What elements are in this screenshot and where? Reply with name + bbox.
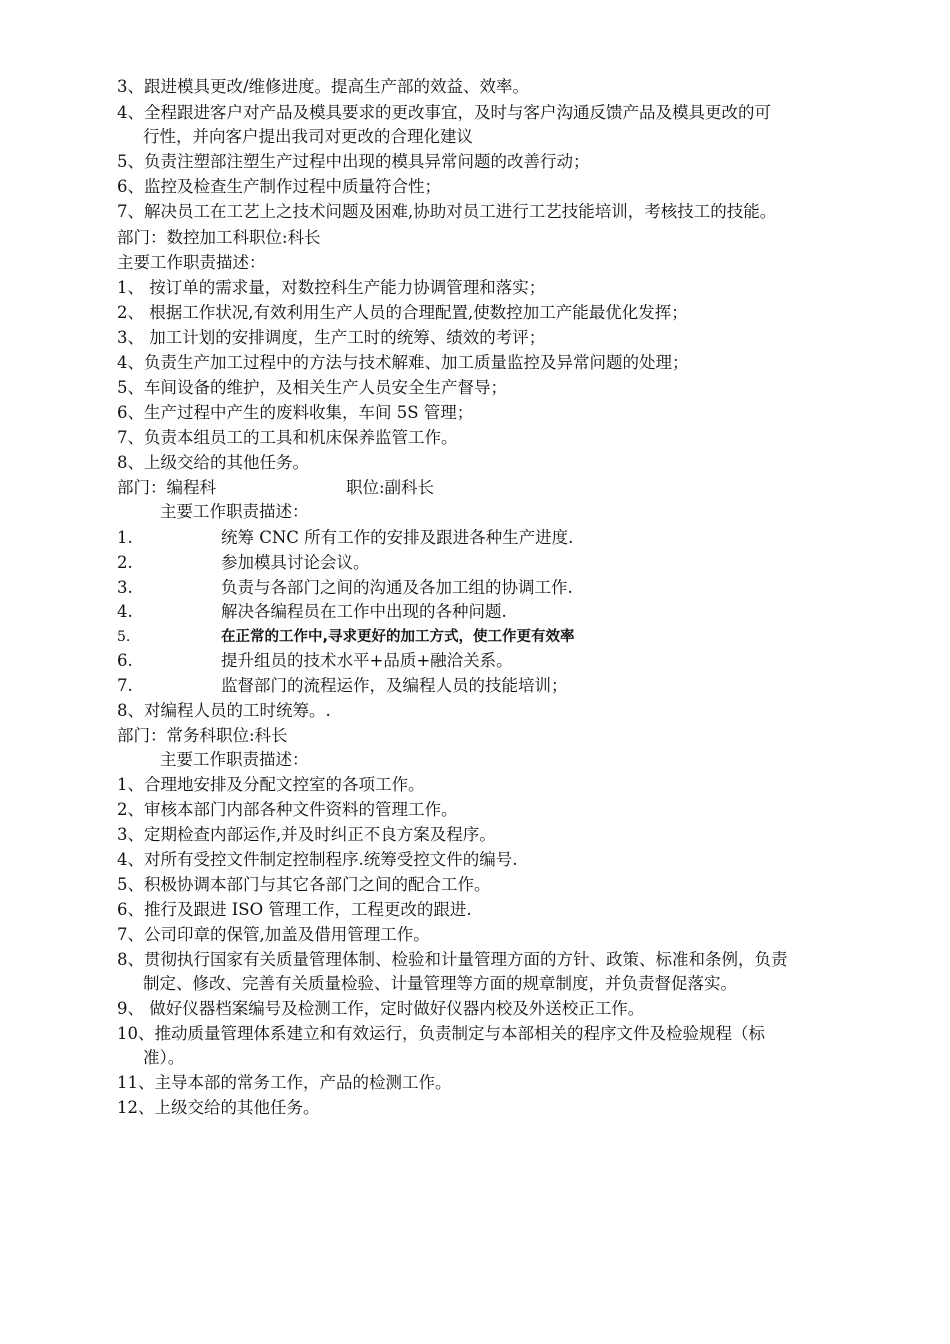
- list-item-continuation: 行性，并向客户提出我司对更改的合理化建议: [143, 127, 473, 146]
- duties-heading: 主要工作职责描述：: [160, 502, 309, 521]
- list-item: [117, 624, 575, 649]
- list-item: 5、负责注塑部注塑生产过程中出现的模具异常问题的改善行动；: [117, 152, 590, 171]
- list-item: 12、上级交给的其他任务。: [117, 1098, 320, 1117]
- department-heading: 部门：数控加工科职位:科长: [117, 228, 321, 247]
- item-text: 参加模具讨论会议。: [221, 553, 370, 572]
- item-text: 监督部门的流程运作，及编程人员的技能培训；: [221, 676, 568, 695]
- list-item: 6、生产过程中产生的废料收集，车间 5S 管理；: [117, 403, 474, 422]
- list-item: [117, 551, 370, 575]
- item-text: 统筹 CNC 所有工作的安排及跟进各种生产进度.: [221, 528, 574, 547]
- duties-heading: 主要工作职责描述：: [160, 750, 309, 769]
- list-item: 2、 根据工作状况,有效利用生产人员的合理配置,使数控加工产能最优化发挥；: [117, 303, 688, 322]
- list-item: 3、定期检查内部运作,并及时纠正不良方案及程序。: [117, 825, 496, 844]
- list-item: [117, 649, 513, 673]
- list-item: 5、积极协调本部门与其它各部门之间的配合工作。: [117, 875, 491, 894]
- list-item: 8、上级交给的其他任务。: [117, 453, 309, 472]
- list-item: 3、跟进模具更改/维修进度。提高生产部的效益、效率。: [117, 77, 530, 96]
- position-label: 职位:副科长: [346, 478, 435, 497]
- item-number: 1.: [117, 528, 133, 547]
- list-item: 3、 加工计划的安排调度，生产工时的统筹、绩效的考评；: [117, 328, 546, 347]
- list-item-continuation: 制定、修改、完善有关质量检验、计量管理等方面的规章制度，并负责督促落实。: [143, 974, 737, 993]
- item-number: 2.: [117, 553, 133, 572]
- item-text: 解决各编程员在工作中出现的各种问题.: [221, 602, 507, 621]
- list-item: 11、主导本部的常务工作，产品的检测工作。: [117, 1073, 452, 1092]
- duties-heading: 主要工作职责描述：: [117, 253, 266, 272]
- item-number: 4.: [117, 602, 133, 621]
- list-item: 4、对所有受控文件制定控制程序.统筹受控文件的编号.: [117, 850, 518, 869]
- item-number: 5.: [117, 629, 131, 645]
- list-item: 4、全程跟进客户对产品及模具要求的更改事宜，及时与客户沟通反馈产品及模具更改的可: [117, 103, 771, 122]
- list-item: 5、车间设备的维护，及相关生产人员安全生产督导；: [117, 378, 507, 397]
- item-text: 提升组员的技术水平+品质+融洽关系。: [221, 651, 513, 670]
- list-item: [117, 576, 573, 600]
- list-item-continuation: 准）。: [143, 1048, 185, 1067]
- list-item: 1、 按订单的需求量，对数控科生产能力协调管理和落实；: [117, 278, 546, 297]
- list-item: 9、 做好仪器档案编号及检测工作，定时做好仪器内校及外送校正工作。: [117, 999, 645, 1018]
- department-heading: 部门：常务科职位:科长: [117, 726, 288, 745]
- item-number: 6.: [117, 651, 133, 670]
- list-item: [117, 600, 507, 624]
- list-item: 4、负责生产加工过程中的方法与技术解难、加工质量监控及异常问题的处理；: [117, 353, 689, 372]
- list-item: 6、推行及跟进 ISO 管理工作，工程更改的跟进.: [117, 900, 472, 919]
- list-item: [117, 674, 568, 698]
- list-item: 1、合理地安排及分配文控室的各项工作。: [117, 775, 425, 794]
- item-number: 7.: [117, 676, 133, 695]
- list-item: 7、解决员工在工艺上之技术问题及困难,协助对员工进行工艺技能培训，考核技工的技能。: [117, 202, 777, 221]
- list-item: 2、审核本部门内部各种文件资料的管理工作。: [117, 800, 458, 819]
- item-text: 负责与各部门之间的沟通及各加工组的协调工作.: [221, 578, 573, 597]
- item-number: 3.: [117, 578, 133, 597]
- list-item: 7、负责本组员工的工具和机床保养监管工作。: [117, 428, 458, 447]
- list-item: 10、推动质量管理体系建立和有效运行，负责制定与本部相关的程序文件及检验规程（标: [117, 1024, 765, 1043]
- department-heading: 部门：编程科: [117, 478, 216, 497]
- list-item: [117, 526, 573, 550]
- list-item: 6、监控及检查生产制作过程中质量符合性；: [117, 177, 441, 196]
- list-item: 8、对编程人员的工时统筹。.: [117, 701, 331, 720]
- list-item: 7、公司印章的保管,加盖及借用管理工作。: [117, 925, 430, 944]
- list-item: 8、贯彻执行国家有关质量管理体制、检验和计量管理方面的方针、政策、标准和条例，负责: [117, 950, 788, 969]
- item-text: 在正常的工作中,寻求更好的加工方式，使工作更有效率: [221, 629, 575, 645]
